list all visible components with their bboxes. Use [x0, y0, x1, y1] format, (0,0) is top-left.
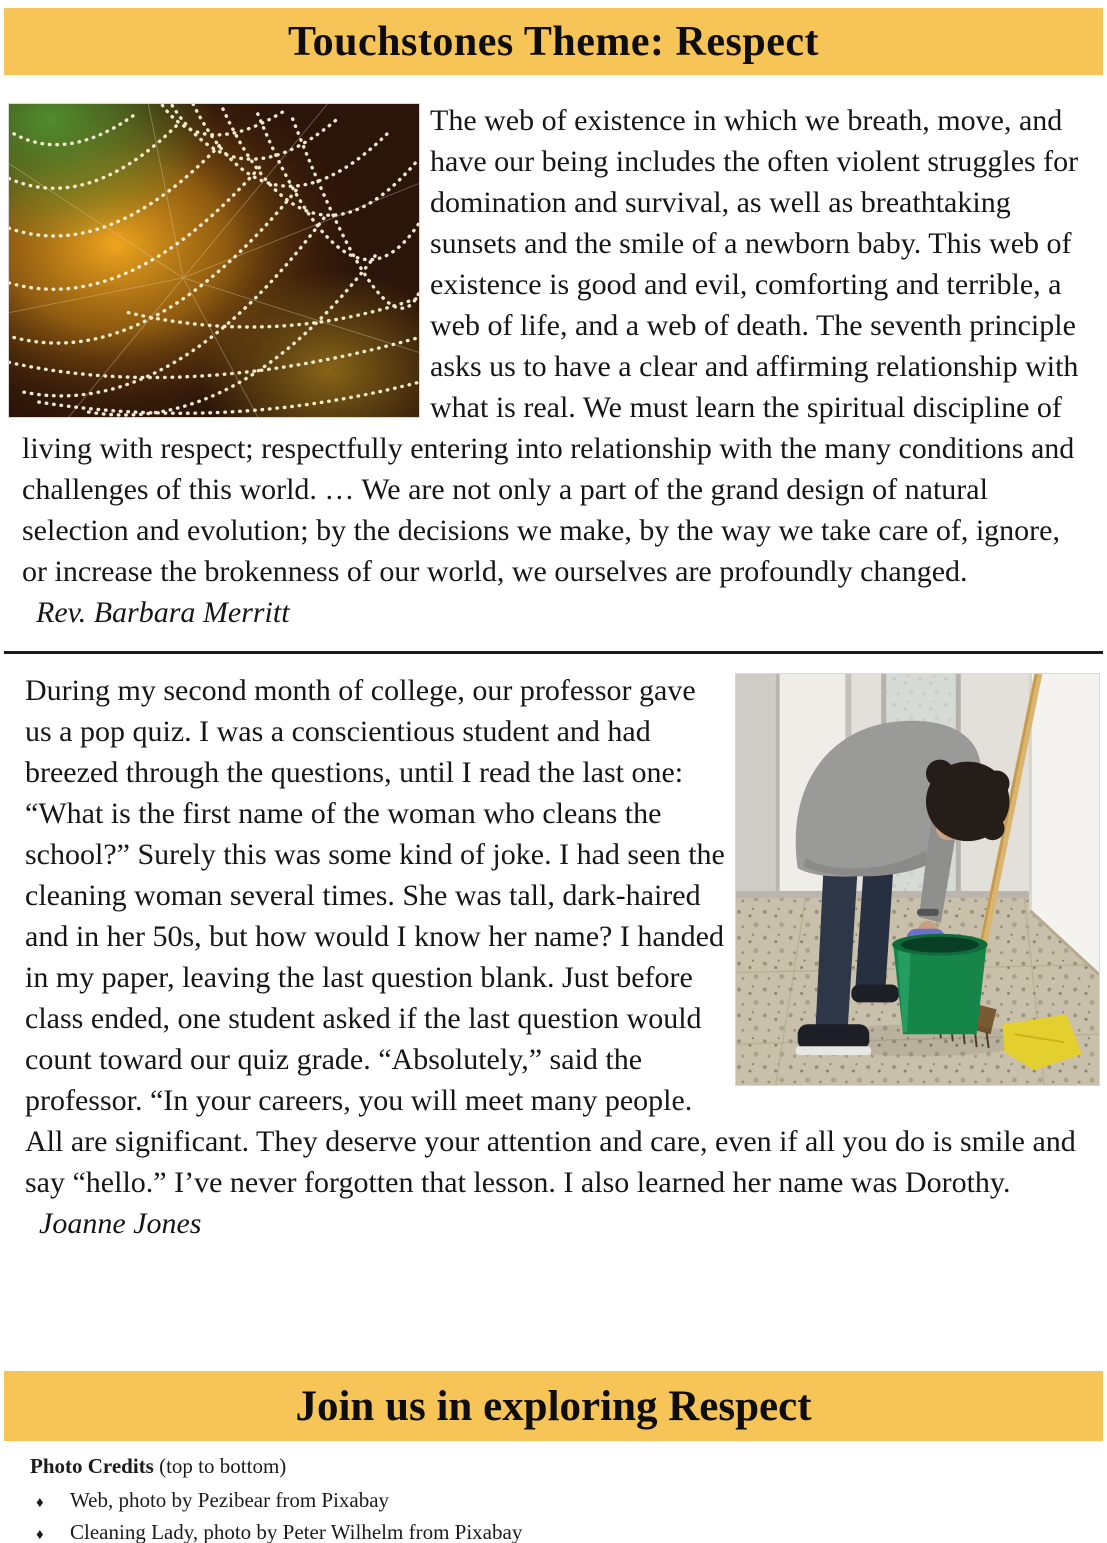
page-title: Touchstones Theme: Respect — [287, 18, 819, 65]
article1-attribution: Rev. Barbara Merritt — [36, 596, 290, 629]
photo-credits — [30, 1452, 522, 1543]
credits-heading — [30, 1452, 522, 1481]
footer-banner — [4, 1371, 1103, 1441]
article2-section — [25, 670, 1100, 1244]
article1-section — [22, 100, 1087, 633]
credit-text: Web, photo by Pezibear from Pixabay — [70, 1488, 390, 1512]
spider-web-illustration — [9, 104, 419, 417]
article2-paragraph — [25, 670, 1100, 1244]
footer-title: Join us in exploring Respect — [295, 1382, 812, 1430]
credits-heading-rest: (top to bottom) — [153, 1454, 287, 1478]
cleaning-lady-illustration — [736, 674, 1099, 1085]
cleaning-lady-photo — [735, 673, 1100, 1086]
diamond-bullet-icon: ♦ — [36, 1495, 44, 1511]
diamond-bullet-icon: ♦ — [36, 1527, 44, 1543]
credit-item — [30, 1486, 522, 1518]
green-bucket — [892, 934, 987, 1035]
credits-heading-bold: Photo Credits — [30, 1454, 154, 1478]
article2-text: During my second month of college, our professor gave us a pop quiz. I was a conscientious student and had breezed through the questions, until I read the last one: “What is the first name of the woman who cleans the school?” Surely this was some kind of joke. I had seen the cleaning woman several times. She was tall, dark-haired and in her 50s, but how would I know her name? I handed in my paper, leaving the last question blank. Just before class ended, one student asked if the last question would count toward our quiz grade. “Absolutely,” said the professor. “In your careers, you will meet many people. All are significant. They deserve your attention and care, even if all you do is smile and say “hello.” I’ve never forgotten that lesson. I also learned her name was Dorothy. — [25, 674, 1076, 1199]
header-banner — [4, 8, 1103, 75]
credit-text: Cleaning Lady, photo by Peter Wilhelm from Pixabay — [70, 1520, 523, 1543]
article1-paragraph — [22, 100, 1087, 633]
article1-text: The web of existence in which we breath, move, and have our being includes the often violent struggles for domination and survival, as well as breathtaking sunsets and the smile of a newborn baby. This web of existence is good and evil, comforting and terrible, a web of life, and a web of death. The seventh principle asks us to have a clear and affirming relationship with what is real. We must learn the spiritual discipline of living with respect; respectfully entering into relationship with the many conditions and challenges of this world. … We are not only a part of the grand design of natural selection and evolution; by the decisions we make, by the way we take care of, ignore, or increase the brokenness of our world, we ourselves are profoundly changed. — [22, 104, 1079, 588]
article2-attribution: Joanne Jones — [39, 1207, 202, 1240]
spider-web-photo — [8, 103, 420, 418]
section-divider — [4, 651, 1103, 654]
credit-item — [30, 1518, 522, 1543]
